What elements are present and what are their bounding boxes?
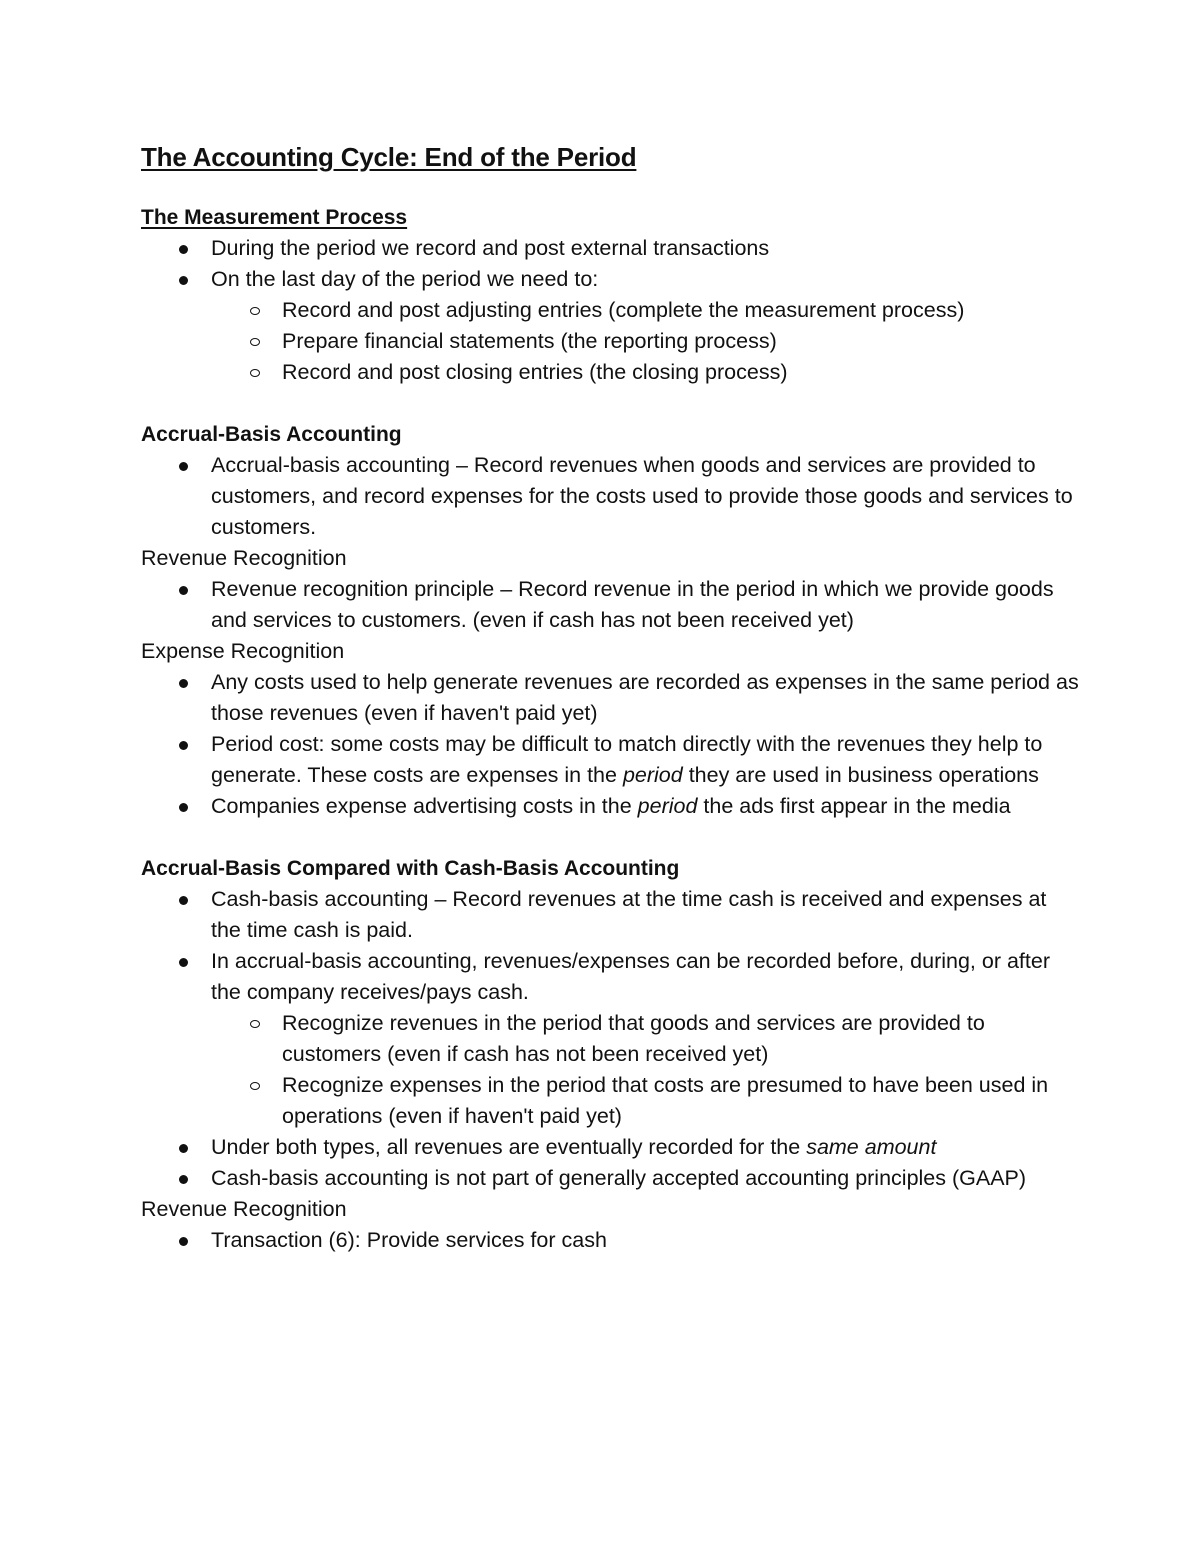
- list-item-text: Transaction (6): Provide services for cash: [211, 1228, 607, 1252]
- hollow-bullet-icon: [250, 1020, 260, 1028]
- accrual-vs-cash-list: [141, 884, 1081, 1194]
- bullet-icon: [179, 958, 188, 967]
- list-item-text: Recognize revenues in the period that goods and services are provided to customers (even if cash has not been received yet): [282, 1011, 985, 1066]
- sub-list-item: [141, 1008, 1081, 1070]
- emphasis-text: period: [622, 763, 683, 787]
- list-item-text: Record and post closing entries (the closing process): [282, 360, 788, 384]
- list-item-text: Accrual-basis accounting – Record revenues when goods and services are provided to customers, and record expenses for the costs used to provide those goods and services to customers.: [211, 453, 1073, 539]
- bullet-icon: [179, 1175, 188, 1184]
- bullet-icon: [179, 276, 188, 285]
- sub-list-item: [141, 357, 1081, 388]
- revenue-recognition-list: [141, 574, 1081, 636]
- list-item: [141, 791, 1081, 822]
- bullet-icon: [179, 1237, 188, 1246]
- list-item-text: In accrual-basis accounting, revenues/expenses can be recorded before, during, or after the company receives/pays cash.: [211, 949, 1050, 1004]
- hollow-bullet-icon: [250, 369, 260, 377]
- sub-list-item: [141, 326, 1081, 357]
- hollow-bullet-icon: [250, 307, 260, 315]
- sub-list-item: [141, 295, 1081, 326]
- text-run: Under both types, all revenues are eventually recorded for the: [211, 1135, 807, 1159]
- emphasis-text: same amount: [806, 1135, 937, 1159]
- list-item-text: Recognize expenses in the period that costs are presumed to have been used in operations (even if haven't paid yet): [282, 1073, 1049, 1128]
- bullet-icon: [179, 586, 188, 595]
- list-item: [141, 1225, 1081, 1256]
- hollow-bullet-icon: [250, 1082, 260, 1090]
- list-item: [141, 450, 1081, 543]
- revenue-recognition-list: [141, 1225, 1081, 1256]
- list-item: [141, 1163, 1081, 1194]
- list-item-text: During the period we record and post external transactions: [211, 236, 770, 260]
- list-item: [141, 884, 1081, 946]
- list-item: [141, 574, 1081, 636]
- emphasis-text: period: [637, 794, 698, 818]
- bullet-icon: [179, 245, 188, 254]
- list-item: [141, 946, 1081, 1008]
- page-title: The Accounting Cycle: End of the Period: [141, 142, 637, 172]
- spacer: [141, 388, 1081, 419]
- list-item-text: Cash-basis accounting is not part of generally accepted accounting principles (GAAP): [211, 1166, 1027, 1190]
- bullet-icon: [179, 1144, 188, 1153]
- list-item-text: Cash-basis accounting – Record revenues at the time cash is received and expenses at the time cash is paid.: [211, 887, 1047, 942]
- list-item: [141, 264, 1081, 295]
- section-heading-measurement-process: The Measurement Process: [141, 206, 408, 229]
- sub-list-item: [141, 1070, 1081, 1132]
- text-run: the ads first appear in the media: [697, 794, 1011, 818]
- expense-recognition-list: [141, 667, 1081, 822]
- text-run: Companies expense advertising costs in the: [211, 794, 638, 818]
- list-item-text: On the last day of the period we need to:: [211, 267, 599, 291]
- subheading-revenue-recognition: Revenue Recognition: [141, 1197, 347, 1221]
- bullet-icon: [179, 803, 188, 812]
- subheading-revenue-recognition: Revenue Recognition: [141, 546, 347, 570]
- spacer: [141, 176, 1081, 202]
- text-run: they are used in business operations: [682, 763, 1039, 787]
- list-item-text: Prepare financial statements (the reporting process): [282, 329, 777, 353]
- list-item-text: Record and post adjusting entries (complete the measurement process): [282, 298, 965, 322]
- section-heading-accrual-vs-cash: Accrual-Basis Compared with Cash-Basis Accounting: [141, 857, 680, 880]
- list-item-text: [211, 794, 1011, 818]
- list-item-text: [211, 732, 1042, 787]
- list-item-text: Revenue recognition principle – Record revenue in the period in which we provide goods and services to customers. (even if cash has not been received yet): [211, 577, 1054, 632]
- bullet-icon: [179, 679, 188, 688]
- measurement-process-list: [141, 233, 1081, 388]
- list-item: [141, 667, 1081, 729]
- subheading-expense-recognition: Expense Recognition: [141, 639, 345, 663]
- bullet-icon: [179, 741, 188, 750]
- bullet-icon: [179, 896, 188, 905]
- list-item-text: [211, 1135, 936, 1159]
- section-heading-accrual-basis: Accrual-Basis Accounting: [141, 423, 402, 446]
- accrual-basis-list: [141, 450, 1081, 543]
- list-item: [141, 729, 1081, 791]
- hollow-bullet-icon: [250, 338, 260, 346]
- document-page: [141, 138, 1081, 1256]
- list-item-text: Any costs used to help generate revenues are recorded as expenses in the same period as those revenues (even if haven't paid yet): [211, 670, 1079, 725]
- list-item: [141, 1132, 1081, 1163]
- text-run: Period cost: some costs may be difficult to match directly with the revenues they help to generate. These costs are expenses in the: [211, 732, 1043, 787]
- spacer: [141, 822, 1081, 853]
- list-item: [141, 233, 1081, 264]
- bullet-icon: [179, 462, 188, 471]
